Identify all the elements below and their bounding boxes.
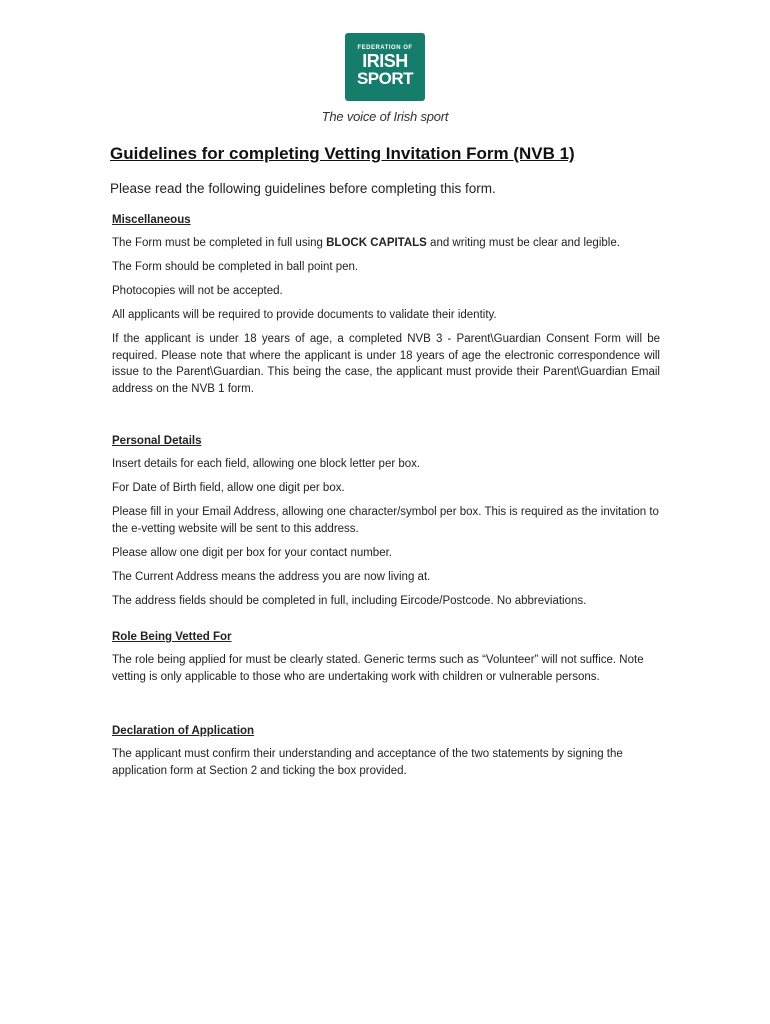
misc-paragraph-4: All applicants will be required to provide documents to validate their identity. <box>112 309 497 321</box>
personal-paragraph-4: Please allow one digit per box for your contact number. <box>112 546 392 559</box>
section-declaration <box>112 723 660 787</box>
misc-paragraph-2: The Form should be completed in ball point pen. <box>112 261 359 273</box>
section-heading-personal-details: Personal Details <box>112 435 202 447</box>
page-title: Guidelines for completing Vetting Invitation Form (NVB 1) <box>110 144 575 163</box>
role-paragraph-1: The role being applied for must be clearly stated. Generic terms such as “Volunteer” will not suffice. Note vetting is only applicable to those who are undertaking work with children or vulnerable persons. <box>112 654 644 683</box>
declaration-paragraph-1: The applicant must confirm their understanding and acceptance of the two statements by signing the application form at Section 2 and ticking the box provided. <box>112 748 623 777</box>
misc-paragraph-5: If the applicant is under 18 years of age, a completed NVB 3 - Parent\Guardian Consent Form will be required. Please note that where the applicant is under 18 years of age the electronic correspondence will issue to the Parent\Guardian. This being the case, the applicant must provide their Parent\Guardian Email address on the NVB 1 form. <box>112 333 660 395</box>
personal-paragraph-3: Please fill in your Email Address, allowing one character/symbol per box. This is required as the invitation to the e-vetting website will be sent to this address. <box>112 506 659 535</box>
section-role-being-vetted-for <box>112 629 660 693</box>
personal-paragraph-6: The address fields should be completed in full, including Eircode/Postcode. No abbreviations. <box>112 594 587 607</box>
intro-text: Please read the following guidelines before completing this form. <box>110 181 496 196</box>
section-heading-miscellaneous: Miscellaneous <box>112 214 191 226</box>
logo-tagline: The voice of Irish sport <box>321 109 449 124</box>
misc-paragraph-1: The Form must be completed in full using BLOCK CAPITALS and writing must be clear and legible. <box>112 237 620 249</box>
personal-paragraph-1: Insert details for each field, allowing one block letter per box. <box>112 458 421 470</box>
misc-paragraph-3: Photocopies will not be accepted. <box>112 285 283 297</box>
logo-line-1: FEDERATION OF <box>357 45 413 51</box>
logo-line-3: SPORT <box>356 69 414 88</box>
section-heading-declaration: Declaration of Application <box>112 725 255 737</box>
section-personal-details <box>112 433 660 617</box>
federation-of-irish-sport-logo <box>345 33 425 101</box>
logo-container <box>0 33 770 101</box>
personal-paragraph-2: For Date of Birth field, allow one digit per box. <box>112 482 345 494</box>
section-miscellaneous <box>112 212 660 405</box>
personal-paragraph-5: The Current Address means the address you are now living at. <box>112 570 431 583</box>
section-heading-role: Role Being Vetted For <box>112 631 232 643</box>
block-capitals-emphasis: BLOCK CAPITALS <box>326 237 427 249</box>
logo-line-2: IRISH <box>362 51 408 71</box>
